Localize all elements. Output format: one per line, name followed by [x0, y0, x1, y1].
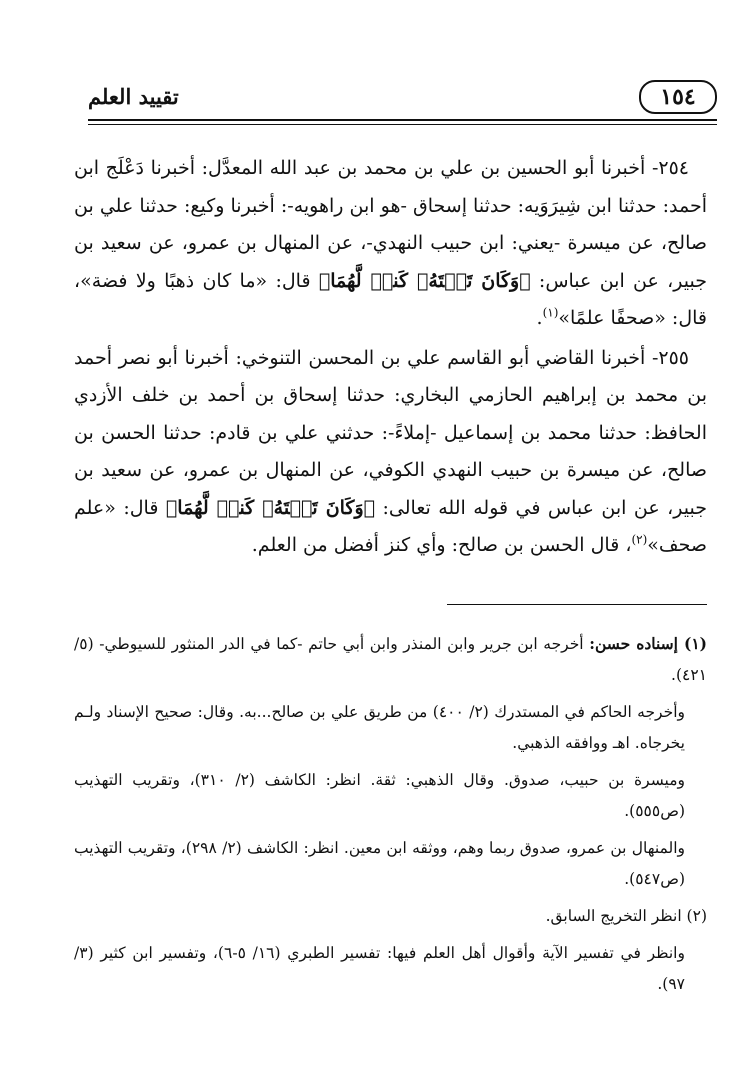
footnote-1-para-3: وميسرة بن حبيب، صدوق. وقال الذهبي: ثقة. انظر: الكاشف (٢/ ٣١٠)، وتقريب التهذيب (ص٥٥٥). — [74, 771, 685, 820]
page-number: ١٥٤ — [660, 84, 696, 110]
footnote-1-para-2: وأخرجه الحاكم في المستدرك (٢/ ٤٠٠) من طريق علي بن صالح...به. وقال: صحيح الإسناد ولـم يخرجاه. اهـ ووافقه الذهبي. — [74, 703, 685, 752]
footnote-1-marker: (١) إسناده حسن: — [589, 634, 707, 653]
p254-text: ٢٥٤- أخبرنا أبو الحسين بن علي بن محمد بن عبد الله المعدَّل: أخبرنا دَعْلَج ابن أحمد: حدثنا ابن شِيرَوَيه: حدثنا إسحاق -هو ابن راهويه-: أخبرنا وكيع: حدثنا علي بن صالح، عن ميسرة -يعني: ابن حبيب النهدي-، عن المنهال بن عمرو، عن سعيد بن جبير، عن ابن عباس: — [74, 157, 707, 292]
footnote-1-text: أخرجه ابن جرير وابن المنذر وابن أبي حاتم -كما في الدر المنثور للسيوطي- (٥/ ٤٢١). — [74, 635, 707, 684]
footnote-1 — [74, 628, 707, 691]
paragraph-255 — [74, 340, 707, 565]
running-title: تقييد العلم — [88, 84, 179, 109]
p255-text: ٢٥٥- أخبرنا القاضي أبو القاسم علي بن المحسن التنوخي: أخبرنا أبو نصر أحمد بن محمد بن إبراهيم الحازمي البخاري: حدثنا إسحاق بن أحمد بن خلف الأزدي الحافظ: حدثنا محمد بن إسماعيل -إملاءً-: حدثني علي بن قادم: حدثنا الحسن بن صالح، عن ميسرة بن حبيب النهدي الكوفي، عن المنهال بن عمرو، عن سعيد بن جبير، عن ابن عباس في قوله الله تعالى: — [74, 346, 707, 519]
page-header — [88, 78, 717, 118]
p255-text-cont: قال: «علم صحف» — [74, 496, 707, 556]
footnote-1-para-4: والمنهال بن عمرو، صدوق ربما وهم، ووثقه ابن معين. انظر: الكاشف (٢/ ٢٩٨)، وتقريب التهذيب (ص٥٤٧). — [74, 839, 685, 888]
paragraph-254 — [74, 150, 707, 338]
footnote-2-para-2: وانظر في تفسير الآية وأقوال أهل العلم فيها: تفسير الطبري (١٦/ ٥-٦)، وتفسير ابن كثير (٣/ ٩٧). — [74, 944, 685, 993]
page-number-badge — [639, 80, 717, 114]
p255-end: ، قال الحسن بن صالح: وأي كنز أفضل من العلم. — [251, 534, 632, 556]
quran-verse: ﴿وَكَانَ تَحۡتَهُۥ كَنزٞ لَّهُمَا﴾ — [318, 269, 531, 292]
header-rule-thin — [88, 124, 717, 125]
footnote-ref-2[interactable]: (٢) — [631, 532, 648, 547]
p254-end: . — [536, 307, 543, 329]
header-rule-thick — [88, 119, 717, 121]
main-text — [74, 150, 707, 565]
footnote-separator — [447, 604, 707, 605]
p254-text-cont: قال: «ما كان ذهبًا ولا فضة»، قال: «صحفًا علمًا» — [74, 269, 707, 329]
footnote-2: (٢) انظر التخريج السابق. — [545, 907, 707, 925]
quran-verse: ﴿وَكَانَ تَحۡتَهُۥ كَنزٞ لَّهُمَا﴾ — [165, 496, 376, 519]
footnotes — [74, 628, 707, 1006]
footnote-ref-1[interactable]: (١) — [542, 305, 559, 320]
